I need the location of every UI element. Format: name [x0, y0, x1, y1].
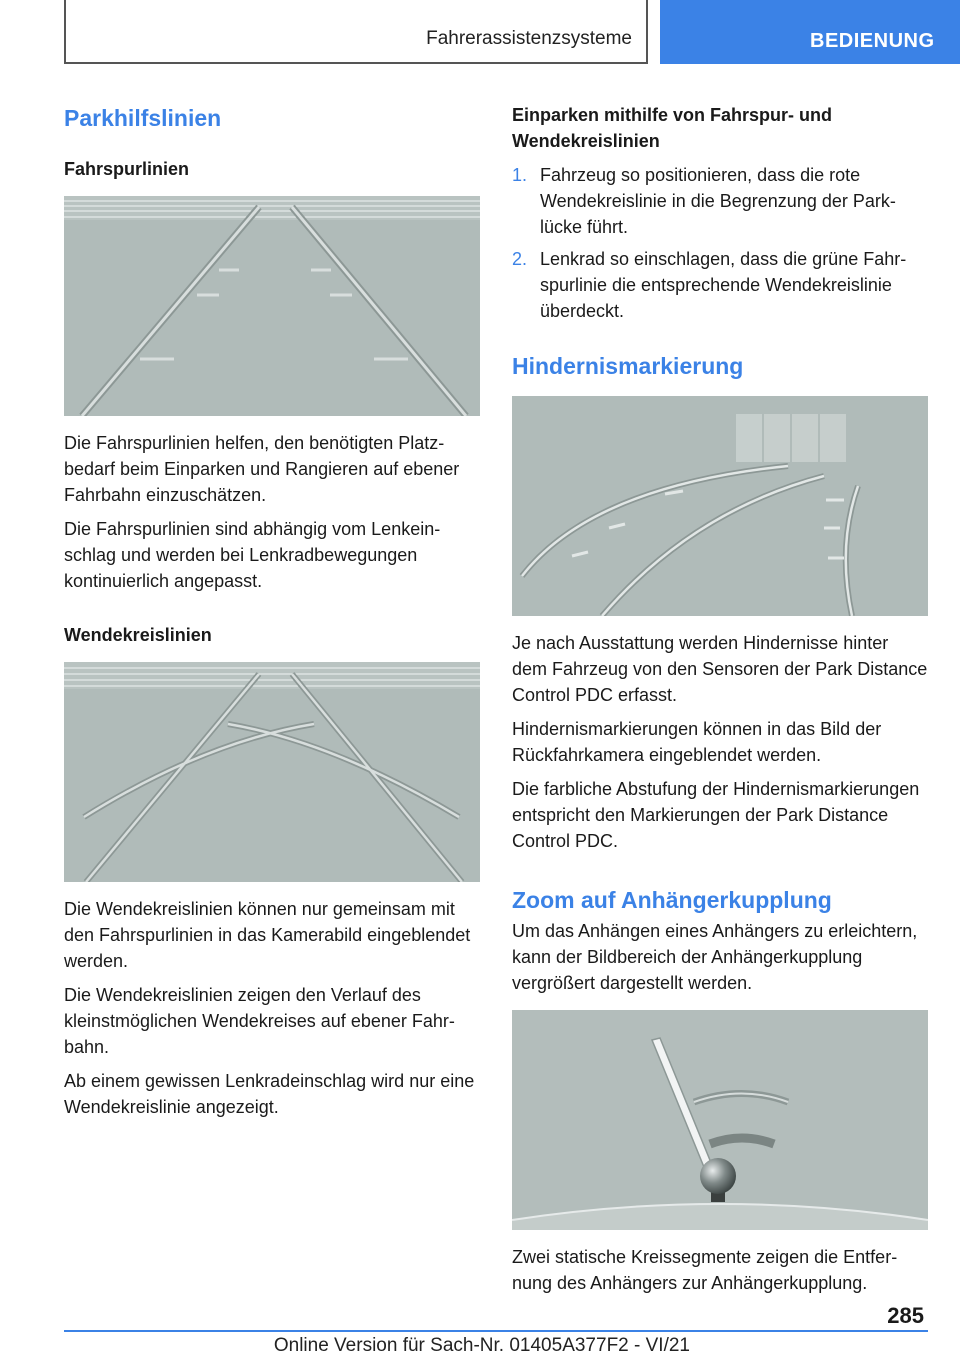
header-chapter-box	[64, 0, 648, 64]
step-number: 1.	[512, 165, 528, 185]
step-text: Fahrzeug so positionieren, dass die rote Wendekreislinie in die Begrenzung der Parklücke führt.	[540, 165, 896, 237]
heading-hindernismarkierung: Hindernismarkierung	[512, 353, 744, 379]
figure-lane-lines	[64, 196, 480, 416]
header-section-box	[660, 0, 960, 64]
paragraph-turning-1: Die Wendekreislinien können nur gemeinsam mit den Fahrspurlinien in das Kamerabild eingeblendet werden.	[64, 899, 471, 971]
step-item	[512, 162, 928, 240]
figure-trailer-hitch	[512, 1010, 928, 1230]
heading-einparken: Einparken mithilfe von Fahrspur- und Wendekreislinien	[512, 105, 833, 151]
paragraph-obstacle-2: Hindernismarkierungen können in das Bild der Rückfahrkamera eingeblendet werden.	[512, 719, 882, 765]
heading-wendekreislinien: Wendekreislinien	[64, 625, 212, 645]
paragraph-lane-2: Die Fahrspurlinien sind abhängig vom Lenkeinschlag und werden bei Lenkradbewegungen kontinuierlich angepasst.	[64, 519, 441, 591]
paragraph-obstacle-3: Die farbliche Abstufung der Hindernismarkierungen entspricht den Markierungen der Park Distance Control PDC.	[512, 779, 920, 851]
paragraph-obstacle-1: Je nach Ausstattung werden Hindernisse hinter dem Fahrzeug von den Sensoren der Park Distance Control PDC erfasst.	[512, 633, 928, 705]
figure-obstacle-markers	[512, 396, 928, 616]
paragraph-zoom-2: Zwei statische Kreissegmente zeigen die Entfernung des Anhängers zur Anhängerkupplung.	[512, 1247, 898, 1293]
paragraph-turning-2: Die Wendekreislinien zeigen den Verlauf des kleinstmöglichen Wendekreises auf ebener Fahrbahn.	[64, 985, 455, 1057]
heading-parkhilfslinien: Parkhilfslinien	[64, 105, 222, 131]
heading-fahrspurlinien: Fahrspurlinien	[64, 159, 190, 179]
left-column	[64, 100, 480, 1120]
page-number: 285	[887, 1303, 924, 1328]
step-item	[512, 246, 928, 324]
header-section: BEDIENUNG	[810, 30, 935, 52]
step-text: Lenkrad so einschlagen, dass die grüne Fahrspurlinie die entsprechende Wendekreislinie überdeckt.	[540, 249, 907, 321]
paragraph-zoom-1: Um das Anhängen eines Anhängers zu erleichtern, kann der Bildbereich der Anhängerkupplung vergrößert dargestellt werden.	[512, 921, 918, 993]
paragraph-lane-1: Die Fahrspurlinien helfen, den benötigten Platzbedarf beim Einparken und Rangieren auf ebener Fahrbahn einzuschätzen.	[64, 433, 460, 505]
header-chapter: Fahrerassistenzsysteme	[426, 28, 632, 49]
footer-version-text: Online Version für Sach-Nr. 01405A377F2 - VI/21	[273, 1335, 690, 1356]
paragraph-turning-3: Ab einem gewissen Lenkradeinschlag wird nur eine Wendekreislinie angezeigt.	[64, 1071, 475, 1117]
heading-zoom-anhaengerkupplung: Zoom auf Anhängerkupplung	[512, 887, 832, 913]
figure-turning-circle-lines	[64, 662, 480, 882]
right-column	[512, 100, 928, 1296]
step-number: 2.	[512, 249, 528, 269]
footer-divider	[64, 1330, 928, 1332]
steps-list	[512, 162, 928, 324]
